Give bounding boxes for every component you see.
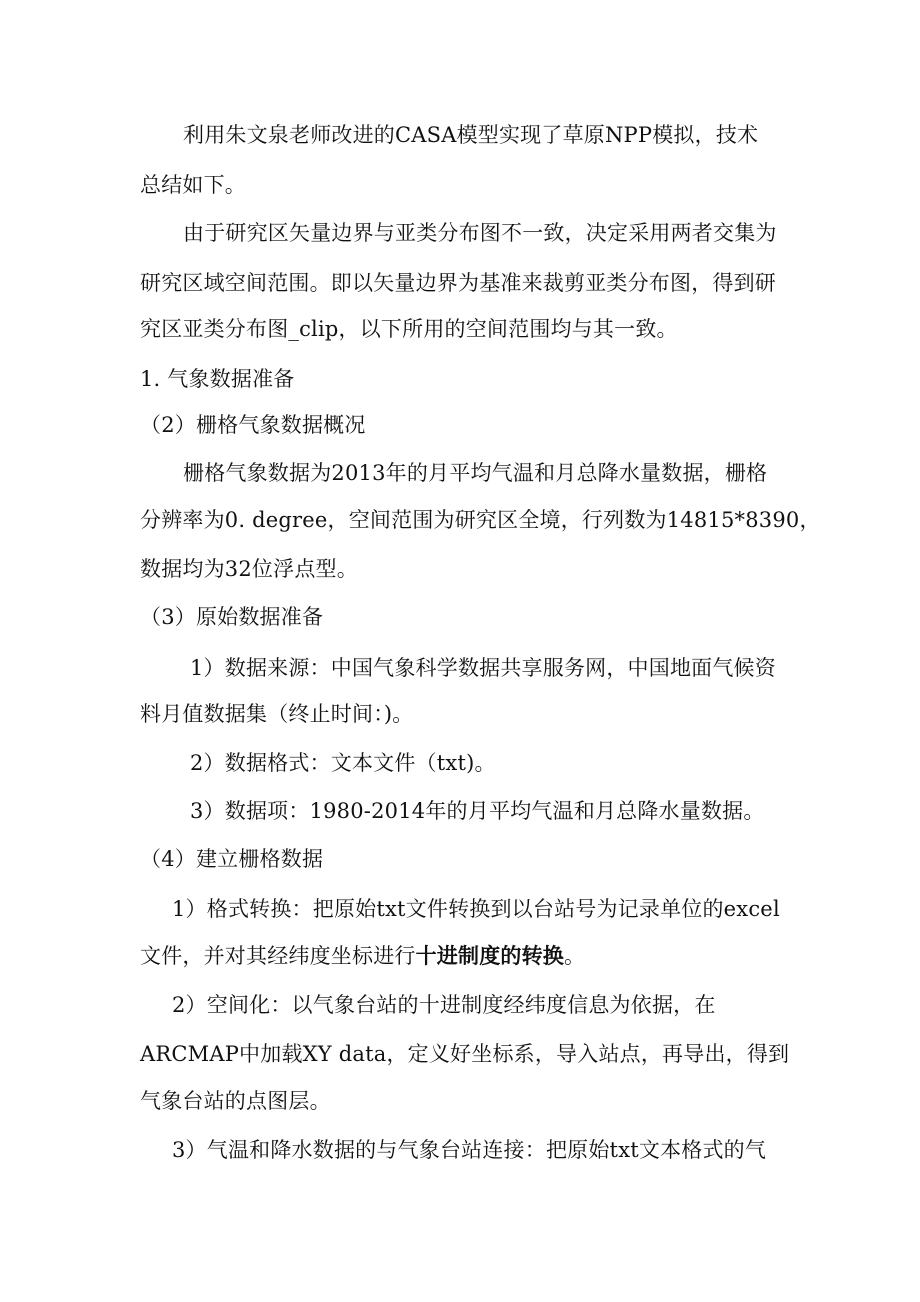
heading-text: （2）栅格气象数据概况 xyxy=(140,413,366,437)
line-text: 3）数据项：1980-2014年的月平均气温和月总降水量数据。 xyxy=(190,799,765,823)
list-item-1-line-1 xyxy=(0,648,920,688)
line-text: 研究区域空间范围。即以矢量边界为基准来裁剪亚类分布图，得到研 xyxy=(140,271,776,295)
line-text: 1）数据来源：中国气象科学数据共享服务网，中国地面气候资 xyxy=(190,656,776,680)
paragraph-1-line-2 xyxy=(0,165,920,205)
paragraph-2-line-2 xyxy=(0,263,920,303)
line-text: 栅格气象数据为2013年的月平均气温和月总降水量数据，栅格 xyxy=(183,461,768,485)
list-item-3 xyxy=(0,791,920,831)
line-text: 3）气温和降水数据的与气象台站连接：把原始txt文本格式的气 xyxy=(172,1138,767,1162)
line-text: 分辨率为0. degree，空间范围为研究区全境，行列数为14815*8390， xyxy=(140,508,821,532)
line-text-post: 。 xyxy=(564,944,586,968)
line-text: 2）空间化：以气象台站的十进制度经纬度信息为依据，在 xyxy=(172,993,716,1017)
step-1-line-2 xyxy=(0,936,920,976)
line-text: 气象台站的点图层。 xyxy=(140,1089,331,1113)
step-2-line-2 xyxy=(0,1034,920,1074)
line-text: 数据均为32位浮点型。 xyxy=(140,557,358,581)
step-1-line-1 xyxy=(0,889,920,929)
list-item-1-line-2 xyxy=(0,694,920,734)
paragraph-2-line-3 xyxy=(0,309,920,349)
section-heading-1 xyxy=(0,359,920,399)
subsection-heading-3 xyxy=(0,597,920,637)
line-text: 利用朱文泉老师改进的CASA模型实现了草原NPP模拟，技术 xyxy=(183,123,759,147)
line-text: ARCMAP中加载XY data，定义好坐标系，导入站点，再导出，得到 xyxy=(140,1042,790,1066)
step-2-line-1 xyxy=(0,985,920,1025)
line-text-pre: 文件，并对其经纬度坐标进行 xyxy=(140,944,416,968)
heading-text: （4）建立栅格数据 xyxy=(140,847,324,871)
paragraph-2-line-1 xyxy=(0,213,920,253)
list-item-2 xyxy=(0,743,920,783)
paragraph-1-line-1 xyxy=(0,115,920,155)
heading-text: 1. 气象数据准备 xyxy=(140,367,295,391)
line-text: 料月值数据集（终止时间：)。 xyxy=(140,702,414,726)
line-text: 由于研究区矢量边界与亚类分布图不一致，决定采用两者交集为 xyxy=(183,221,777,245)
step-2-line-3 xyxy=(0,1081,920,1121)
line-text: 2）数据格式：文本文件（txt)。 xyxy=(190,751,496,775)
emphasis-text: 十进制度的转换 xyxy=(415,943,565,968)
step-3-line-1 xyxy=(0,1130,920,1170)
heading-text: （3）原始数据准备 xyxy=(140,605,324,629)
paragraph-3-line-2 xyxy=(0,500,920,540)
subsection-heading-4 xyxy=(0,839,920,879)
line-text: 总结如下。 xyxy=(140,173,246,197)
line-text: 究区亚类分布图_clip，以下所用的空间范围均与其一致。 xyxy=(140,317,678,341)
paragraph-3-line-3 xyxy=(0,549,920,589)
line-text: 1）格式转换：把原始txt文件转换到以台站号为记录单位的excel xyxy=(172,897,780,921)
paragraph-3-line-1 xyxy=(0,453,920,493)
subsection-heading-2 xyxy=(0,405,920,445)
